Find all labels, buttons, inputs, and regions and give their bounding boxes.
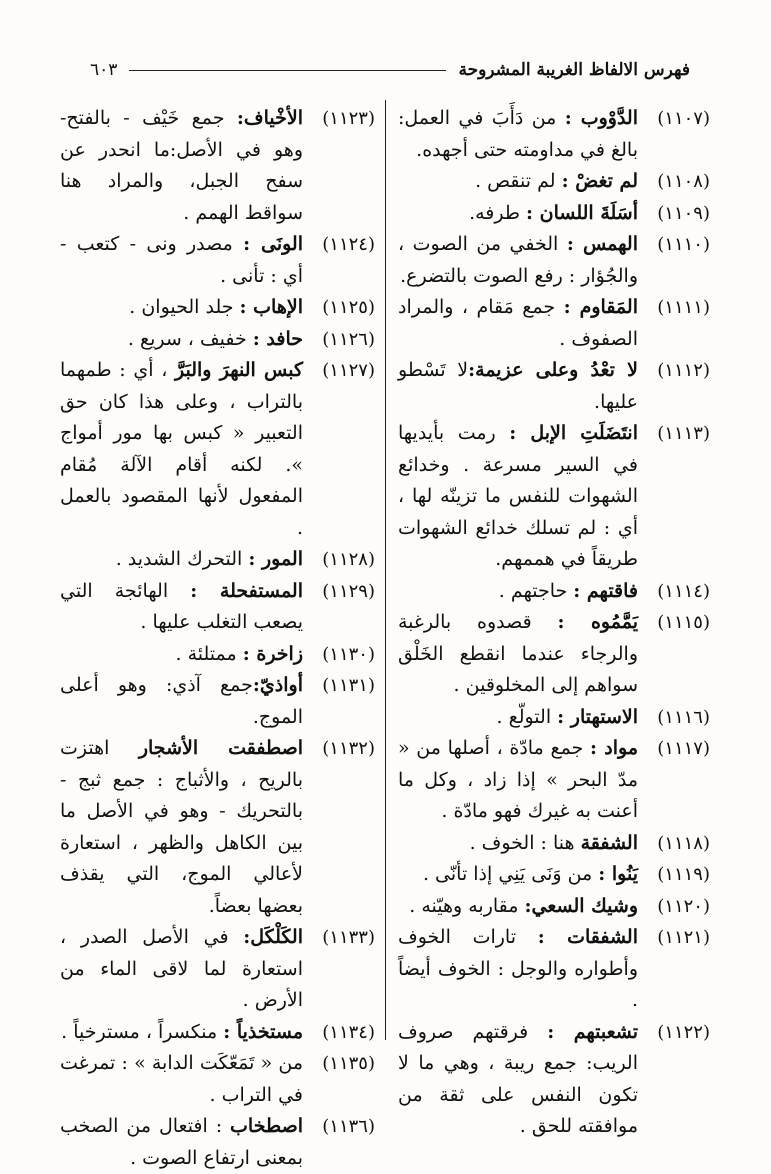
- entry-definition: جلد الحيوان .: [129, 296, 240, 318]
- entry-number: (١١١٥): [657, 612, 710, 633]
- entry-term: الونَى :: [243, 233, 303, 255]
- glossary-entry: [398, 607, 710, 702]
- entry-definition: تارات الخوف وأطواره والوجل : الخوف أيضاً .: [398, 926, 638, 1011]
- glossary-entry: [398, 292, 710, 355]
- entry-term: أواذيّ:: [252, 674, 303, 696]
- entry-number: (١١١٩): [657, 864, 710, 885]
- entry-term: يَمَّمُوه :: [557, 611, 638, 633]
- entry-definition: من دَأَبَ في العمل: بالغ في مداومته حتى أجهده.: [398, 107, 638, 161]
- entry-body: [398, 166, 638, 198]
- entry-number: (١١١٦): [657, 706, 710, 728]
- glossary-entry: [60, 103, 375, 229]
- entry-definition: قصدوه بالرغبة والرجاء عندما انقطع الخَلْق سواهم إلى المخلوقين .: [398, 611, 638, 696]
- entry-definition: فرقتهم صروف الريب: جمع ريبة ، وهي ما لا تكون النفس على ثقة من موافقته للحق .: [398, 1020, 638, 1137]
- entry-definition: جمع خَيْف - بالفتح- وهو في الأصل:ما انحدر عن سفح الجبل، والمراد هنا سواقط الهمم .: [60, 107, 303, 224]
- entry-definition: هنا : الخوف .: [469, 831, 581, 854]
- entry-term: الشفقات :: [537, 926, 638, 948]
- entry-term: انتَضَلَتِ الإبل :: [509, 422, 638, 444]
- glossary-entry: [60, 324, 375, 356]
- glossary-entry: [60, 670, 375, 733]
- entry-number: (١١٢٦): [322, 328, 375, 350]
- entry-body: [398, 607, 638, 702]
- entry-body: [398, 418, 638, 576]
- entry-body: [60, 670, 303, 733]
- entry-body: [60, 576, 303, 639]
- entry-term: الهمس :: [566, 233, 638, 255]
- entry-number: (١١٠٨): [657, 171, 710, 192]
- entry-body: [60, 1017, 303, 1049]
- entry-number: (١١٣٦): [322, 1116, 375, 1137]
- page-number: ٦٠٣: [90, 60, 118, 80]
- entry-definition: مصدر ونى - كتعب - أي : تأنى .: [60, 233, 303, 287]
- entry-definition: : افتعال من الصخب بمعنى ارتفاع الصوت .: [60, 1115, 303, 1169]
- entry-number: (١١١١): [657, 297, 710, 318]
- glossary-entry: [60, 639, 375, 671]
- entry-number: (١١١٧): [657, 738, 710, 759]
- glossary-entry: [398, 828, 710, 860]
- entry-body: [60, 639, 303, 671]
- glossary-entry: [60, 1048, 375, 1111]
- entry-body: [398, 198, 638, 230]
- entry-body: [60, 292, 303, 324]
- entry-number: (١١٠٧): [657, 108, 710, 129]
- entry-term: المور :: [248, 548, 303, 570]
- glossary-entry: [60, 733, 375, 922]
- entry-term: لم تغضْ :: [561, 170, 638, 192]
- entry-definition: من وَنَى يَنِي إذا تأنّى .: [422, 863, 599, 885]
- entry-number: (١١٢٢): [657, 1021, 710, 1043]
- left-column: [60, 103, 375, 1174]
- entry-body: [398, 1017, 638, 1143]
- entry-definition: التحرك الشديد .: [115, 548, 249, 570]
- entry-body: [398, 576, 638, 608]
- entry-number: (١١٣٢): [322, 738, 375, 759]
- entry-number: (١١٢٧): [322, 360, 375, 381]
- entry-number: (١١٣٤): [322, 1021, 375, 1043]
- entry-term: أسَلَةَ اللسان :: [526, 201, 638, 224]
- entry-term: مواد :: [589, 737, 638, 759]
- entry-term: فاقتهم :: [573, 579, 638, 602]
- entry-term: الشفقة: [580, 831, 638, 854]
- entry-term: تشعبتهم :: [547, 1020, 639, 1043]
- entry-definition: جمع مَقام ، والمراد الصفوف .: [398, 296, 638, 350]
- glossary-entry: [398, 1017, 710, 1143]
- entry-definition: خفيف ، سريع .: [127, 327, 253, 350]
- header-rule: [129, 70, 446, 71]
- entry-definition: في الأصل الصدر ، استعارة لما لاقى الماء من الأرض .: [60, 926, 303, 1011]
- glossary-entry: [398, 733, 710, 828]
- entry-definition: لم تنقص .: [475, 170, 562, 192]
- entry-body: [60, 324, 303, 356]
- entry-definition: منكسراً ، مسترخياً .: [61, 1020, 224, 1043]
- entry-body: [398, 702, 638, 734]
- glossary-entry: [60, 229, 375, 292]
- glossary-entry: [398, 891, 710, 923]
- entry-number: (١١٣١): [322, 675, 375, 696]
- running-header: [90, 55, 690, 85]
- entry-definition: حاجتهم .: [498, 579, 574, 602]
- column-divider: [385, 100, 386, 1040]
- entry-number: (١١١٢): [657, 360, 710, 381]
- glossary-entry: [398, 922, 710, 1017]
- entry-body: [398, 292, 638, 355]
- entry-term: المستفحلة :: [190, 579, 304, 602]
- entry-number: (١١٣٣): [322, 927, 375, 948]
- entry-number: (١١٢٩): [322, 580, 375, 602]
- entry-number: (١١٢٠): [657, 895, 710, 917]
- glossary-entry: [398, 418, 710, 576]
- entry-number: (١١٢٤): [322, 234, 375, 255]
- glossary-entry: [398, 576, 710, 608]
- glossary-entry: [398, 859, 710, 891]
- entry-number: (١١١٤): [657, 580, 710, 602]
- glossary-entry: [398, 702, 710, 734]
- glossary-entry: [398, 198, 710, 230]
- glossary-entry: [398, 103, 710, 166]
- entry-body: [60, 355, 303, 544]
- header-title: فهرس الالفاظ الغريبة المشروحة: [458, 60, 690, 80]
- entry-definition: التولّع .: [496, 705, 558, 728]
- entry-definition: ، أي : طمهما بالتراب ، وعلى هذا كان حق التعبير « كبس بها مور أمواج ». لكنه أقام الآلة مُقام المفعول لأنها المقصود بالعمل .: [60, 359, 303, 539]
- glossary-entry: [60, 922, 375, 1017]
- glossary-entry: [398, 355, 710, 418]
- entry-body: [398, 733, 638, 828]
- glossary-entry: [398, 166, 710, 198]
- entry-term: يَنُوا :: [598, 863, 638, 885]
- right-column: [398, 103, 710, 1143]
- glossary-entry: [60, 292, 375, 324]
- entry-body: [398, 859, 638, 891]
- glossary-entry: [60, 355, 375, 544]
- entry-definition: من « تَمَعّكَت الدابة » : تمرغت في التراب .: [60, 1052, 303, 1106]
- entry-number: (١١١٠): [657, 234, 710, 255]
- entry-definition: ممتلئة .: [175, 642, 243, 665]
- entry-number: (١١١٨): [657, 832, 710, 854]
- entry-definition: الخفي من الصوت ، والجُؤار : رفع الصوت بالتضرع.: [398, 233, 638, 287]
- entry-number: (١١٣٠): [322, 643, 375, 665]
- entry-term: حافد :: [252, 327, 303, 350]
- entry-body: [398, 103, 638, 166]
- glossary-entry: [60, 544, 375, 576]
- entry-body: [398, 922, 638, 1017]
- entry-term: المَقاوم :: [563, 296, 638, 318]
- entry-definition: لا تَسْطو عليها.: [398, 359, 638, 413]
- entry-definition: الهائجة التي يصعب التغلب عليها .: [60, 579, 303, 633]
- entry-term: الاستهتار :: [557, 705, 638, 728]
- entry-term: الأخْياف:: [236, 107, 303, 129]
- entry-definition: مقاربه وهيّنه .: [409, 894, 525, 917]
- entry-term: وشيك السعي:: [524, 894, 638, 917]
- entry-body: [60, 1111, 303, 1174]
- entry-term: الدَّوْوب :: [564, 107, 638, 129]
- glossary-entry: [60, 1111, 375, 1174]
- entry-number: (١١٢٨): [322, 549, 375, 570]
- entry-number: (١١٢١): [657, 927, 710, 948]
- entry-body: [60, 544, 303, 576]
- entry-number: (١١٢٣): [322, 108, 375, 129]
- glossary-entry: [398, 229, 710, 292]
- entry-term: مستخذياً :: [223, 1020, 303, 1043]
- entry-body: [60, 733, 303, 922]
- entry-term: اصطخاب: [230, 1115, 303, 1137]
- glossary-entry: [60, 576, 375, 639]
- entry-body: [398, 229, 638, 292]
- entry-body: [398, 891, 638, 923]
- entry-term: لا تعْدُ وعلى عزيمة:: [468, 359, 638, 381]
- entry-body: [60, 1048, 303, 1111]
- entry-definition: طرفه.: [469, 201, 527, 224]
- entry-term: الكَلْكَل:: [243, 926, 303, 948]
- entry-body: [60, 103, 303, 229]
- entry-definition: اهتزت بالريح ، والأثباج : جمع ثبج - بالتحريك - وهو في الأصل ما بين الكاهل والظهر ، استعارة لأعالي الموج، التي يقذف بعضها بعضاً.: [60, 737, 303, 917]
- entry-body: [398, 355, 638, 418]
- entry-body: [398, 828, 638, 860]
- entry-term: كبس النهرَ والبَرَّ: [175, 359, 304, 381]
- entry-body: [60, 922, 303, 1017]
- entry-term: اصطفقت الأشجار: [138, 737, 303, 759]
- entry-number: (١١٣٥): [322, 1053, 375, 1074]
- entry-body: [60, 229, 303, 292]
- entry-definition: رمت بأيديها في السير مسرعة . وخدائع الشهوات للنفس ما تزينّه لها ، أي : لم تسلك خدائع الشهوات طريقاً في هممهم.: [398, 422, 638, 570]
- entry-term: الإهاب :: [239, 296, 303, 318]
- glossary-entry: [60, 1017, 375, 1049]
- entry-definition: جمع مادّة ، أصلها من « مدّ البحر » إذا زاد ، وكل ما أعنت به غيرك فهو مادّة .: [398, 737, 638, 822]
- entry-definition: جمع آذي: وهو أعلى الموج.: [60, 674, 303, 728]
- entry-number: (١١٠٩): [657, 202, 710, 224]
- entry-number: (١١١٣): [657, 423, 710, 444]
- entry-term: زاخرة :: [242, 642, 303, 665]
- entry-number: (١١٢٥): [322, 297, 375, 318]
